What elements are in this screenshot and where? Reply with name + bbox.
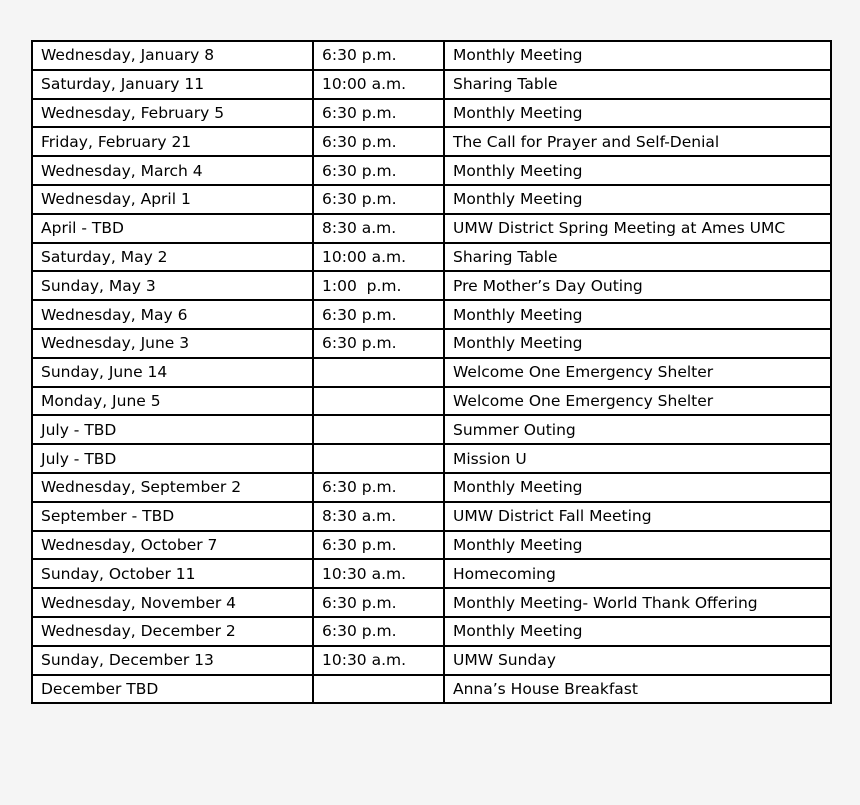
time-cell: 6:30 p.m. xyxy=(313,588,444,617)
time-cell: 8:30 a.m. xyxy=(313,214,444,243)
event-cell: Welcome One Emergency Shelter xyxy=(444,387,831,416)
time-cell: 6:30 p.m. xyxy=(313,99,444,128)
table-row xyxy=(32,271,831,300)
event-cell: Monthly Meeting xyxy=(444,329,831,358)
time-cell: 6:30 p.m. xyxy=(313,185,444,214)
time-cell: 10:30 a.m. xyxy=(313,646,444,675)
date-cell: Wednesday, March 4 xyxy=(32,156,313,185)
event-cell: Mission U xyxy=(444,444,831,473)
time-cell: 6:30 p.m. xyxy=(313,329,444,358)
event-cell: Monthly Meeting xyxy=(444,617,831,646)
schedule-table-body xyxy=(32,41,831,703)
table-row xyxy=(32,300,831,329)
event-cell: Welcome One Emergency Shelter xyxy=(444,358,831,387)
table-row xyxy=(32,214,831,243)
table-row xyxy=(32,415,831,444)
time-cell xyxy=(313,675,444,704)
date-cell: April - TBD xyxy=(32,214,313,243)
time-cell: 10:00 a.m. xyxy=(313,243,444,272)
date-cell: September - TBD xyxy=(32,502,313,531)
time-cell: 6:30 p.m. xyxy=(313,300,444,329)
schedule-table xyxy=(31,40,832,704)
table-row xyxy=(32,502,831,531)
event-cell: UMW Sunday xyxy=(444,646,831,675)
date-cell: Wednesday, May 6 xyxy=(32,300,313,329)
table-row xyxy=(32,444,831,473)
time-cell: 6:30 p.m. xyxy=(313,531,444,560)
date-cell: July - TBD xyxy=(32,415,313,444)
date-cell: Wednesday, November 4 xyxy=(32,588,313,617)
date-cell: Wednesday, December 2 xyxy=(32,617,313,646)
time-cell: 8:30 a.m. xyxy=(313,502,444,531)
table-row xyxy=(32,617,831,646)
time-cell xyxy=(313,358,444,387)
date-cell: Sunday, October 11 xyxy=(32,559,313,588)
date-cell: Monday, June 5 xyxy=(32,387,313,416)
date-cell: Wednesday, April 1 xyxy=(32,185,313,214)
table-row xyxy=(32,329,831,358)
event-cell: The Call for Prayer and Self-Denial xyxy=(444,127,831,156)
table-row xyxy=(32,41,831,70)
date-cell: Wednesday, October 7 xyxy=(32,531,313,560)
event-cell: Monthly Meeting xyxy=(444,185,831,214)
table-row xyxy=(32,70,831,99)
date-cell: December TBD xyxy=(32,675,313,704)
event-cell: Monthly Meeting xyxy=(444,41,831,70)
table-row xyxy=(32,243,831,272)
event-cell: UMW District Spring Meeting at Ames UMC xyxy=(444,214,831,243)
date-cell: Sunday, June 14 xyxy=(32,358,313,387)
table-row xyxy=(32,185,831,214)
date-cell: Friday, February 21 xyxy=(32,127,313,156)
event-cell: Monthly Meeting xyxy=(444,531,831,560)
table-row xyxy=(32,531,831,560)
date-cell: Wednesday, January 8 xyxy=(32,41,313,70)
time-cell: 1:00 p.m. xyxy=(313,271,444,300)
table-row xyxy=(32,156,831,185)
date-cell: Sunday, May 3 xyxy=(32,271,313,300)
time-cell xyxy=(313,444,444,473)
event-cell: Monthly Meeting xyxy=(444,99,831,128)
table-row xyxy=(32,559,831,588)
event-cell: Monthly Meeting xyxy=(444,156,831,185)
table-row xyxy=(32,99,831,128)
time-cell: 6:30 p.m. xyxy=(313,473,444,502)
event-cell: Monthly Meeting- World Thank Offering xyxy=(444,588,831,617)
event-cell: Sharing Table xyxy=(444,70,831,99)
table-row xyxy=(32,387,831,416)
date-cell: Saturday, January 11 xyxy=(32,70,313,99)
time-cell: 10:00 a.m. xyxy=(313,70,444,99)
time-cell xyxy=(313,387,444,416)
date-cell: Saturday, May 2 xyxy=(32,243,313,272)
event-cell: UMW District Fall Meeting xyxy=(444,502,831,531)
table-row xyxy=(32,473,831,502)
time-cell xyxy=(313,415,444,444)
event-cell: Sharing Table xyxy=(444,243,831,272)
event-cell: Anna’s House Breakfast xyxy=(444,675,831,704)
time-cell: 6:30 p.m. xyxy=(313,156,444,185)
date-cell: July - TBD xyxy=(32,444,313,473)
event-cell: Summer Outing xyxy=(444,415,831,444)
table-row xyxy=(32,358,831,387)
table-row xyxy=(32,675,831,704)
date-cell: Wednesday, June 3 xyxy=(32,329,313,358)
date-cell: Sunday, December 13 xyxy=(32,646,313,675)
time-cell: 10:30 a.m. xyxy=(313,559,444,588)
table-row xyxy=(32,127,831,156)
time-cell: 6:30 p.m. xyxy=(313,617,444,646)
event-cell: Monthly Meeting xyxy=(444,300,831,329)
table-row xyxy=(32,646,831,675)
event-cell: Homecoming xyxy=(444,559,831,588)
event-cell: Monthly Meeting xyxy=(444,473,831,502)
table-row xyxy=(32,588,831,617)
date-cell: Wednesday, February 5 xyxy=(32,99,313,128)
event-cell: Pre Mother’s Day Outing xyxy=(444,271,831,300)
time-cell: 6:30 p.m. xyxy=(313,41,444,70)
time-cell: 6:30 p.m. xyxy=(313,127,444,156)
date-cell: Wednesday, September 2 xyxy=(32,473,313,502)
